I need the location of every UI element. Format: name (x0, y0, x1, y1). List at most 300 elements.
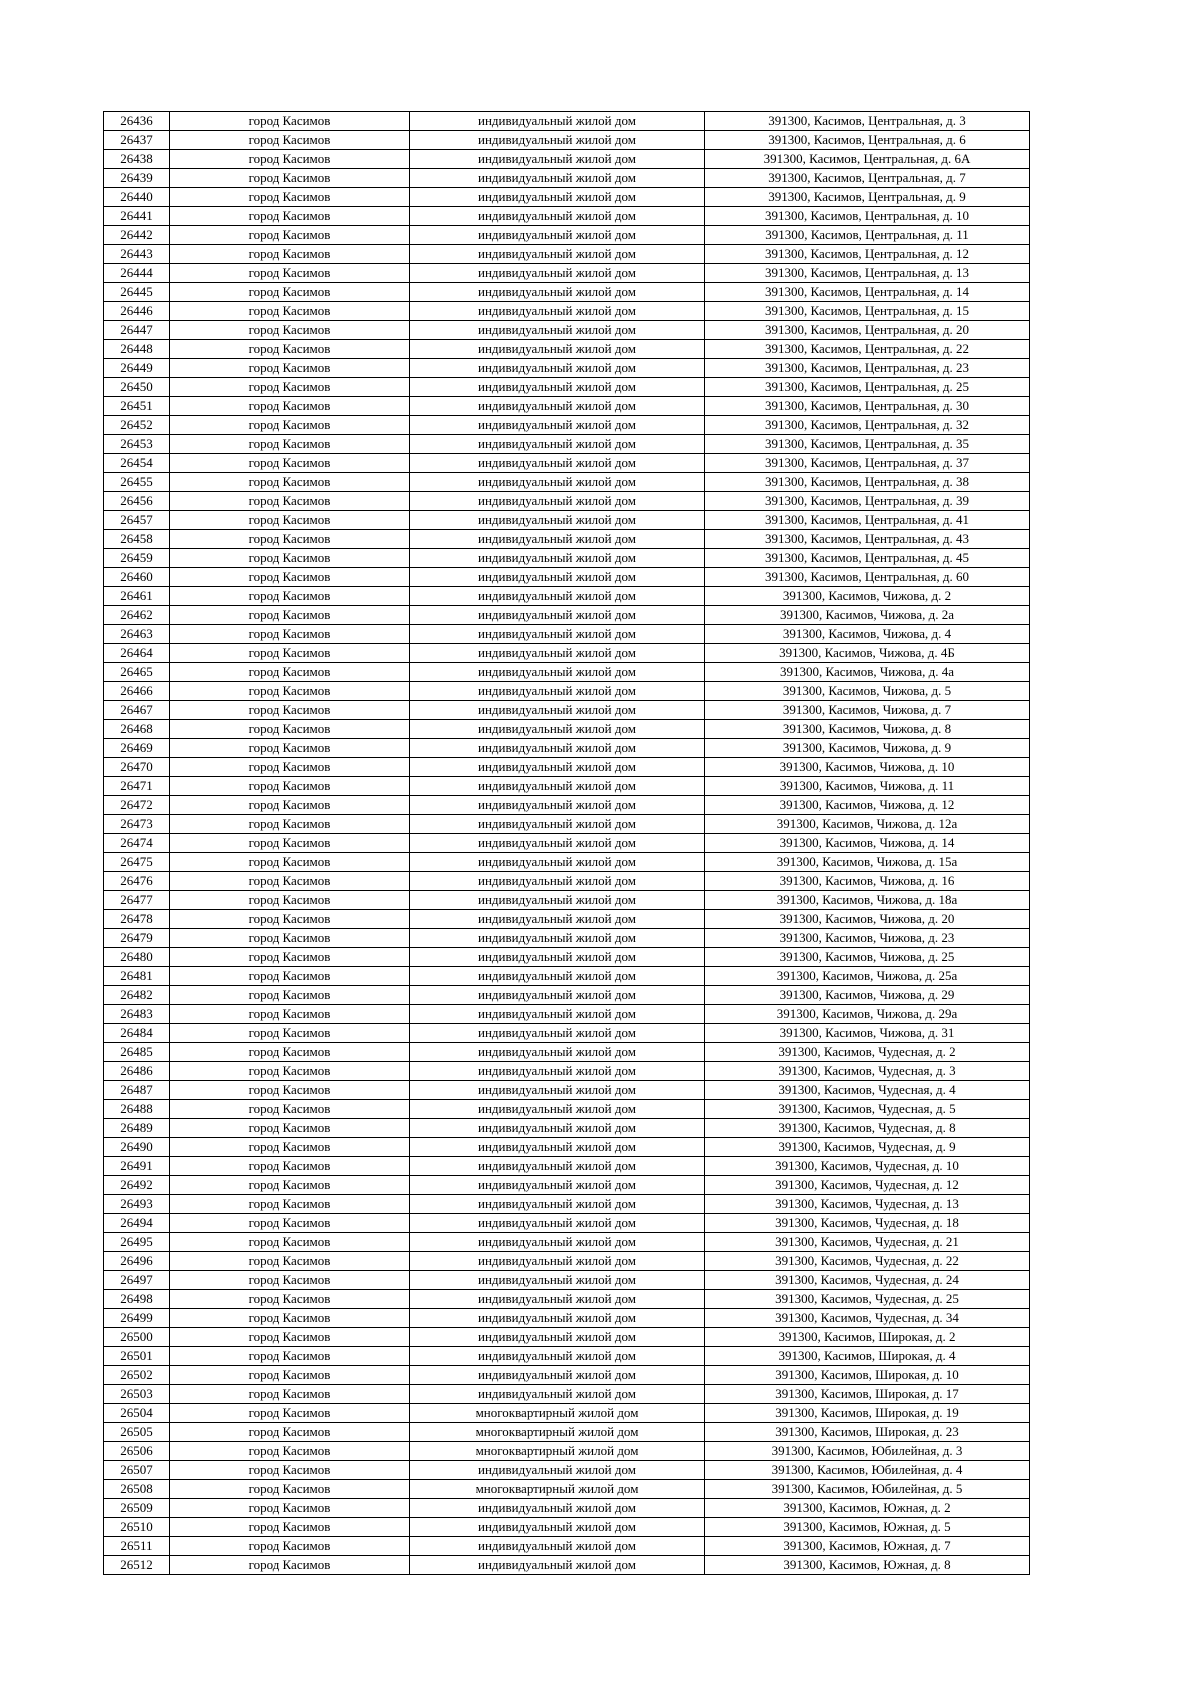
table-row (104, 397, 1030, 416)
address-cell: 391300, Касимов, Центральная, д. 30 (705, 397, 1030, 416)
locality-cell: город Касимов (170, 1195, 410, 1214)
address-cell: 391300, Касимов, Широкая, д. 4 (705, 1347, 1030, 1366)
record-number-cell: 26478 (104, 910, 170, 929)
table-row (104, 549, 1030, 568)
locality-cell: город Касимов (170, 1081, 410, 1100)
record-number-cell: 26465 (104, 663, 170, 682)
table-row (104, 834, 1030, 853)
address-cell: 391300, Касимов, Центральная, д. 39 (705, 492, 1030, 511)
locality-cell: город Касимов (170, 796, 410, 815)
building-type-cell: многоквартирный жилой дом (410, 1404, 705, 1423)
table-row (104, 416, 1030, 435)
building-type-cell: индивидуальный жилой дом (410, 283, 705, 302)
table-row (104, 587, 1030, 606)
address-cell: 391300, Касимов, Центральная, д. 3 (705, 112, 1030, 131)
table-row (104, 1157, 1030, 1176)
record-number-cell: 26481 (104, 967, 170, 986)
address-cell: 391300, Касимов, Центральная, д. 9 (705, 188, 1030, 207)
record-number-cell: 26451 (104, 397, 170, 416)
record-number-cell: 26501 (104, 1347, 170, 1366)
address-cell: 391300, Касимов, Чудесная, д. 9 (705, 1138, 1030, 1157)
address-cell: 391300, Касимов, Чудесная, д. 10 (705, 1157, 1030, 1176)
locality-cell: город Касимов (170, 378, 410, 397)
address-cell: 391300, Касимов, Южная, д. 5 (705, 1518, 1030, 1537)
address-cell: 391300, Касимов, Широкая, д. 17 (705, 1385, 1030, 1404)
building-type-cell: индивидуальный жилой дом (410, 1062, 705, 1081)
address-cell: 391300, Касимов, Центральная, д. 41 (705, 511, 1030, 530)
building-type-cell: индивидуальный жилой дом (410, 815, 705, 834)
locality-cell: город Касимов (170, 302, 410, 321)
record-number-cell: 26489 (104, 1119, 170, 1138)
locality-cell: город Касимов (170, 606, 410, 625)
record-number-cell: 26488 (104, 1100, 170, 1119)
table-row (104, 701, 1030, 720)
table-row (104, 1461, 1030, 1480)
address-cell: 391300, Касимов, Чижова, д. 4Б (705, 644, 1030, 663)
record-number-cell: 26439 (104, 169, 170, 188)
building-type-cell: индивидуальный жилой дом (410, 625, 705, 644)
record-number-cell: 26497 (104, 1271, 170, 1290)
table-row (104, 435, 1030, 454)
locality-cell: город Касимов (170, 1062, 410, 1081)
address-cell: 391300, Касимов, Чудесная, д. 21 (705, 1233, 1030, 1252)
address-cell: 391300, Касимов, Чижова, д. 2 (705, 587, 1030, 606)
address-cell: 391300, Касимов, Юбилейная, д. 5 (705, 1480, 1030, 1499)
address-cell: 391300, Касимов, Чижова, д. 12 (705, 796, 1030, 815)
locality-cell: город Касимов (170, 473, 410, 492)
table-row (104, 245, 1030, 264)
record-number-cell: 26457 (104, 511, 170, 530)
address-cell: 391300, Касимов, Чудесная, д. 22 (705, 1252, 1030, 1271)
record-number-cell: 26494 (104, 1214, 170, 1233)
record-number-cell: 26440 (104, 188, 170, 207)
address-cell: 391300, Касимов, Широкая, д. 10 (705, 1366, 1030, 1385)
address-cell: 391300, Касимов, Чудесная, д. 25 (705, 1290, 1030, 1309)
locality-cell: город Касимов (170, 397, 410, 416)
record-number-cell: 26491 (104, 1157, 170, 1176)
address-cell: 391300, Касимов, Чижова, д. 16 (705, 872, 1030, 891)
record-number-cell: 26447 (104, 321, 170, 340)
table-row (104, 967, 1030, 986)
locality-cell: город Касимов (170, 758, 410, 777)
record-number-cell: 26477 (104, 891, 170, 910)
record-number-cell: 26510 (104, 1518, 170, 1537)
locality-cell: город Касимов (170, 1480, 410, 1499)
building-type-cell: индивидуальный жилой дом (410, 1385, 705, 1404)
table-row (104, 682, 1030, 701)
record-number-cell: 26504 (104, 1404, 170, 1423)
table-row (104, 226, 1030, 245)
building-type-cell: индивидуальный жилой дом (410, 511, 705, 530)
building-type-cell: индивидуальный жилой дом (410, 644, 705, 663)
record-number-cell: 26506 (104, 1442, 170, 1461)
building-type-cell: индивидуальный жилой дом (410, 568, 705, 587)
locality-cell: город Касимов (170, 1366, 410, 1385)
address-cell: 391300, Касимов, Чижова, д. 25 (705, 948, 1030, 967)
building-type-cell: индивидуальный жилой дом (410, 1195, 705, 1214)
locality-cell: город Касимов (170, 188, 410, 207)
address-cell: 391300, Касимов, Центральная, д. 20 (705, 321, 1030, 340)
record-number-cell: 26448 (104, 340, 170, 359)
record-number-cell: 26495 (104, 1233, 170, 1252)
locality-cell: город Касимов (170, 1290, 410, 1309)
building-type-cell: индивидуальный жилой дом (410, 967, 705, 986)
building-type-cell: индивидуальный жилой дом (410, 1138, 705, 1157)
address-cell: 391300, Касимов, Чудесная, д. 24 (705, 1271, 1030, 1290)
address-cell: 391300, Касимов, Чижова, д. 5 (705, 682, 1030, 701)
table-row (104, 511, 1030, 530)
building-type-cell: многоквартирный жилой дом (410, 1442, 705, 1461)
building-type-cell: индивидуальный жилой дом (410, 1024, 705, 1043)
locality-cell: город Касимов (170, 1328, 410, 1347)
building-type-cell: индивидуальный жилой дом (410, 1461, 705, 1480)
building-type-cell: индивидуальный жилой дом (410, 1347, 705, 1366)
address-cell: 391300, Касимов, Юбилейная, д. 4 (705, 1461, 1030, 1480)
address-cell: 391300, Касимов, Центральная, д. 13 (705, 264, 1030, 283)
record-number-cell: 26455 (104, 473, 170, 492)
locality-cell: город Касимов (170, 1442, 410, 1461)
table-row (104, 1176, 1030, 1195)
building-type-cell: индивидуальный жилой дом (410, 834, 705, 853)
record-number-cell: 26462 (104, 606, 170, 625)
table-row (104, 1043, 1030, 1062)
locality-cell: город Касимов (170, 967, 410, 986)
table-row (104, 131, 1030, 150)
table-row (104, 454, 1030, 473)
address-cell: 391300, Касимов, Центральная, д. 60 (705, 568, 1030, 587)
building-type-cell: индивидуальный жилой дом (410, 1499, 705, 1518)
record-number-cell: 26452 (104, 416, 170, 435)
address-cell: 391300, Касимов, Широкая, д. 23 (705, 1423, 1030, 1442)
table-row (104, 1252, 1030, 1271)
locality-cell: город Касимов (170, 1252, 410, 1271)
locality-cell: город Касимов (170, 1024, 410, 1043)
record-number-cell: 26469 (104, 739, 170, 758)
building-type-cell: индивидуальный жилой дом (410, 1366, 705, 1385)
table-row (104, 340, 1030, 359)
building-type-cell: индивидуальный жилой дом (410, 910, 705, 929)
record-number-cell: 26492 (104, 1176, 170, 1195)
record-number-cell: 26512 (104, 1556, 170, 1575)
locality-cell: город Касимов (170, 1005, 410, 1024)
record-number-cell: 26474 (104, 834, 170, 853)
building-type-cell: индивидуальный жилой дом (410, 321, 705, 340)
address-cell: 391300, Касимов, Чижова, д. 4а (705, 663, 1030, 682)
address-cell: 391300, Касимов, Чижова, д. 18а (705, 891, 1030, 910)
building-type-cell: индивидуальный жилой дом (410, 378, 705, 397)
address-cell: 391300, Касимов, Чудесная, д. 2 (705, 1043, 1030, 1062)
address-cell: 391300, Касимов, Центральная, д. 25 (705, 378, 1030, 397)
table-row (104, 1423, 1030, 1442)
locality-cell: город Касимов (170, 891, 410, 910)
building-type-cell: индивидуальный жилой дом (410, 207, 705, 226)
building-type-cell: индивидуальный жилой дом (410, 720, 705, 739)
locality-cell: город Касимов (170, 1119, 410, 1138)
table-row (104, 1385, 1030, 1404)
locality-cell: город Касимов (170, 587, 410, 606)
record-number-cell: 26472 (104, 796, 170, 815)
locality-cell: город Касимов (170, 644, 410, 663)
locality-cell: город Касимов (170, 777, 410, 796)
record-number-cell: 26496 (104, 1252, 170, 1271)
address-cell: 391300, Касимов, Чудесная, д. 13 (705, 1195, 1030, 1214)
address-cell: 391300, Касимов, Чижова, д. 7 (705, 701, 1030, 720)
building-type-cell: индивидуальный жилой дом (410, 150, 705, 169)
record-number-cell: 26499 (104, 1309, 170, 1328)
locality-cell: город Касимов (170, 1347, 410, 1366)
locality-cell: город Касимов (170, 1461, 410, 1480)
address-cell: 391300, Касимов, Чудесная, д. 3 (705, 1062, 1030, 1081)
table-row (104, 720, 1030, 739)
address-cell: 391300, Касимов, Центральная, д. 12 (705, 245, 1030, 264)
table-row (104, 1309, 1030, 1328)
locality-cell: город Касимов (170, 1309, 410, 1328)
address-cell: 391300, Касимов, Чижова, д. 20 (705, 910, 1030, 929)
locality-cell: город Касимов (170, 283, 410, 302)
record-number-cell: 26473 (104, 815, 170, 834)
locality-cell: город Касимов (170, 1499, 410, 1518)
building-type-cell: индивидуальный жилой дом (410, 302, 705, 321)
table-row (104, 1062, 1030, 1081)
record-number-cell: 26467 (104, 701, 170, 720)
building-type-cell: индивидуальный жилой дом (410, 1100, 705, 1119)
table-row (104, 1195, 1030, 1214)
table-row (104, 1442, 1030, 1461)
address-cell: 391300, Касимов, Чудесная, д. 4 (705, 1081, 1030, 1100)
record-number-cell: 26475 (104, 853, 170, 872)
address-cell: 391300, Касимов, Центральная, д. 38 (705, 473, 1030, 492)
record-number-cell: 26453 (104, 435, 170, 454)
table-row (104, 1537, 1030, 1556)
table-row (104, 948, 1030, 967)
table-row (104, 891, 1030, 910)
table-row (104, 359, 1030, 378)
record-number-cell: 26500 (104, 1328, 170, 1347)
locality-cell: город Касимов (170, 264, 410, 283)
building-type-cell: индивидуальный жилой дом (410, 777, 705, 796)
address-cell: 391300, Касимов, Чижова, д. 2а (705, 606, 1030, 625)
locality-cell: город Касимов (170, 1404, 410, 1423)
building-type-cell: индивидуальный жилой дом (410, 606, 705, 625)
record-number-cell: 26483 (104, 1005, 170, 1024)
table-row (104, 492, 1030, 511)
table-row (104, 1499, 1030, 1518)
locality-cell: город Касимов (170, 1233, 410, 1252)
record-number-cell: 26458 (104, 530, 170, 549)
table-row (104, 1214, 1030, 1233)
building-type-cell: индивидуальный жилой дом (410, 397, 705, 416)
building-type-cell: индивидуальный жилой дом (410, 492, 705, 511)
locality-cell: город Касимов (170, 340, 410, 359)
address-cell: 391300, Касимов, Чудесная, д. 12 (705, 1176, 1030, 1195)
locality-cell: город Касимов (170, 150, 410, 169)
building-type-cell: индивидуальный жилой дом (410, 112, 705, 131)
table-row (104, 568, 1030, 587)
address-cell: 391300, Касимов, Южная, д. 8 (705, 1556, 1030, 1575)
building-type-cell: индивидуальный жилой дом (410, 340, 705, 359)
table-row (104, 1328, 1030, 1347)
locality-cell: город Касимов (170, 226, 410, 245)
table-row (104, 321, 1030, 340)
table-row (104, 777, 1030, 796)
address-cell: 391300, Касимов, Центральная, д. 32 (705, 416, 1030, 435)
table-row (104, 853, 1030, 872)
table-row (104, 302, 1030, 321)
building-type-cell: индивидуальный жилой дом (410, 1005, 705, 1024)
table-row (104, 1290, 1030, 1309)
locality-cell: город Касимов (170, 359, 410, 378)
address-cell: 391300, Касимов, Центральная, д. 14 (705, 283, 1030, 302)
building-type-cell: индивидуальный жилой дом (410, 1043, 705, 1062)
table-row (104, 1480, 1030, 1499)
address-cell: 391300, Касимов, Центральная, д. 7 (705, 169, 1030, 188)
record-number-cell: 26487 (104, 1081, 170, 1100)
locality-cell: город Касимов (170, 492, 410, 511)
record-number-cell: 26444 (104, 264, 170, 283)
record-number-cell: 26507 (104, 1461, 170, 1480)
table-row (104, 1347, 1030, 1366)
table-row (104, 112, 1030, 131)
address-cell: 391300, Касимов, Чижова, д. 14 (705, 834, 1030, 853)
address-cell: 391300, Касимов, Чижова, д. 11 (705, 777, 1030, 796)
record-number-cell: 26511 (104, 1537, 170, 1556)
address-cell: 391300, Касимов, Центральная, д. 15 (705, 302, 1030, 321)
address-cell: 391300, Касимов, Чижова, д. 25а (705, 967, 1030, 986)
table-row (104, 1366, 1030, 1385)
locality-cell: город Касимов (170, 1556, 410, 1575)
record-number-cell: 26437 (104, 131, 170, 150)
building-type-cell: индивидуальный жилой дом (410, 1290, 705, 1309)
record-number-cell: 26463 (104, 625, 170, 644)
address-cell: 391300, Касимов, Южная, д. 7 (705, 1537, 1030, 1556)
table-row (104, 1233, 1030, 1252)
building-type-cell: индивидуальный жилой дом (410, 587, 705, 606)
locality-cell: город Касимов (170, 1271, 410, 1290)
table-row (104, 1404, 1030, 1423)
address-cell: 391300, Касимов, Центральная, д. 35 (705, 435, 1030, 454)
locality-cell: город Касимов (170, 1043, 410, 1062)
locality-cell: город Касимов (170, 625, 410, 644)
address-cell: 391300, Касимов, Чижова, д. 12а (705, 815, 1030, 834)
record-number-cell: 26461 (104, 587, 170, 606)
table-row (104, 644, 1030, 663)
record-number-cell: 26446 (104, 302, 170, 321)
locality-cell: город Касимов (170, 454, 410, 473)
address-cell: 391300, Касимов, Южная, д. 2 (705, 1499, 1030, 1518)
address-cell: 391300, Касимов, Чудесная, д. 18 (705, 1214, 1030, 1233)
building-type-cell: индивидуальный жилой дом (410, 682, 705, 701)
locality-cell: город Касимов (170, 1518, 410, 1537)
address-cell: 391300, Касимов, Юбилейная, д. 3 (705, 1442, 1030, 1461)
table-row (104, 663, 1030, 682)
table-row (104, 739, 1030, 758)
locality-cell: город Касимов (170, 834, 410, 853)
building-type-cell: индивидуальный жилой дом (410, 131, 705, 150)
table-row (104, 796, 1030, 815)
address-cell: 391300, Касимов, Центральная, д. 43 (705, 530, 1030, 549)
locality-cell: город Касимов (170, 435, 410, 454)
building-type-cell: индивидуальный жилой дом (410, 1252, 705, 1271)
building-type-cell: многоквартирный жилой дом (410, 1480, 705, 1499)
table-row (104, 169, 1030, 188)
locality-cell: город Касимов (170, 720, 410, 739)
locality-cell: город Касимов (170, 815, 410, 834)
building-type-cell: индивидуальный жилой дом (410, 1309, 705, 1328)
table-row (104, 207, 1030, 226)
building-type-cell: индивидуальный жилой дом (410, 454, 705, 473)
building-type-cell: индивидуальный жилой дом (410, 1081, 705, 1100)
building-type-cell: индивидуальный жилой дом (410, 169, 705, 188)
address-cell: 391300, Касимов, Чижова, д. 4 (705, 625, 1030, 644)
record-number-cell: 26485 (104, 1043, 170, 1062)
building-type-cell: индивидуальный жилой дом (410, 1271, 705, 1290)
address-cell: 391300, Касимов, Центральная, д. 10 (705, 207, 1030, 226)
address-cell: 391300, Касимов, Чижова, д. 10 (705, 758, 1030, 777)
locality-cell: город Касимов (170, 416, 410, 435)
record-number-cell: 26490 (104, 1138, 170, 1157)
address-cell: 391300, Касимов, Широкая, д. 19 (705, 1404, 1030, 1423)
table-row (104, 1100, 1030, 1119)
locality-cell: город Касимов (170, 321, 410, 340)
building-type-cell: индивидуальный жилой дом (410, 1157, 705, 1176)
building-type-cell: индивидуальный жилой дом (410, 739, 705, 758)
locality-cell: город Касимов (170, 1537, 410, 1556)
locality-cell: город Касимов (170, 1138, 410, 1157)
record-number-cell: 26479 (104, 929, 170, 948)
table-row (104, 530, 1030, 549)
building-type-cell: индивидуальный жилой дом (410, 416, 705, 435)
building-type-cell: индивидуальный жилой дом (410, 473, 705, 492)
building-type-cell: индивидуальный жилой дом (410, 188, 705, 207)
table-row (104, 872, 1030, 891)
address-cell: 391300, Касимов, Центральная, д. 23 (705, 359, 1030, 378)
record-number-cell: 26502 (104, 1366, 170, 1385)
building-type-cell: индивидуальный жилой дом (410, 701, 705, 720)
building-type-cell: индивидуальный жилой дом (410, 758, 705, 777)
registry-table (103, 111, 1030, 1575)
table-row (104, 1138, 1030, 1157)
address-cell: 391300, Касимов, Центральная, д. 6 (705, 131, 1030, 150)
record-number-cell: 26449 (104, 359, 170, 378)
table-row (104, 264, 1030, 283)
table-row (104, 625, 1030, 644)
building-type-cell: индивидуальный жилой дом (410, 1328, 705, 1347)
table-row (104, 986, 1030, 1005)
record-number-cell: 26480 (104, 948, 170, 967)
record-number-cell: 26468 (104, 720, 170, 739)
record-number-cell: 26505 (104, 1423, 170, 1442)
locality-cell: город Касимов (170, 663, 410, 682)
record-number-cell: 26464 (104, 644, 170, 663)
record-number-cell: 26436 (104, 112, 170, 131)
locality-cell: город Касимов (170, 511, 410, 530)
locality-cell: город Касимов (170, 929, 410, 948)
record-number-cell: 26486 (104, 1062, 170, 1081)
locality-cell: город Касимов (170, 568, 410, 587)
address-cell: 391300, Касимов, Чижова, д. 15а (705, 853, 1030, 872)
record-number-cell: 26484 (104, 1024, 170, 1043)
building-type-cell: индивидуальный жилой дом (410, 1518, 705, 1537)
address-cell: 391300, Касимов, Чижова, д. 29 (705, 986, 1030, 1005)
address-cell: 391300, Касимов, Чижова, д. 23 (705, 929, 1030, 948)
building-type-cell: индивидуальный жилой дом (410, 1119, 705, 1138)
table-row (104, 150, 1030, 169)
table-row (104, 1005, 1030, 1024)
address-cell: 391300, Касимов, Чудесная, д. 34 (705, 1309, 1030, 1328)
locality-cell: город Касимов (170, 853, 410, 872)
building-type-cell: индивидуальный жилой дом (410, 1176, 705, 1195)
locality-cell: город Касимов (170, 682, 410, 701)
